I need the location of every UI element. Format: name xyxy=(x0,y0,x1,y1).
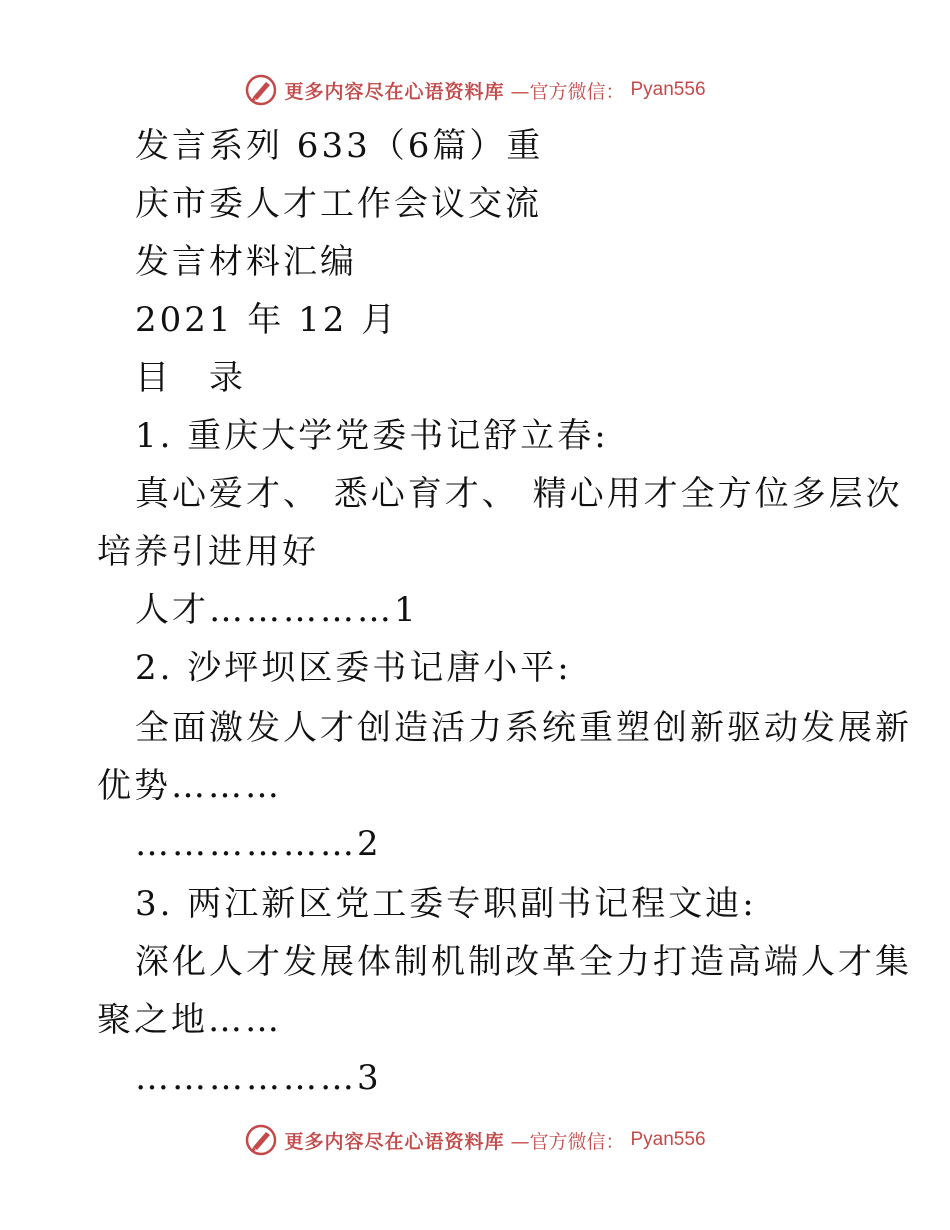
toc-item-2-title: 全面激发人才创造活力系统重塑创新驱动发展新 xyxy=(135,708,912,748)
toc-item-1-title: 真心爱才、 悉心育才、 精心用才全方位多层次 xyxy=(135,474,903,514)
toc-item-1-page: 人才……………1 xyxy=(135,590,419,630)
toc-item-1-speaker: 1. 重庆大学党委书记舒立春: xyxy=(135,416,609,456)
watermark-separator: —官方微信： xyxy=(510,1130,625,1153)
toc-item-3-title: 深化人才发展体制机制改革全力打造高端人才集 xyxy=(135,942,912,982)
toc-heading: 目 录 xyxy=(135,358,246,398)
watermark-text: 更多内容尽在心语资料库 xyxy=(284,80,505,103)
watermark-footer xyxy=(0,1120,950,1160)
toc-item-2-page: ………………2 xyxy=(135,824,382,864)
toc-item-3-title-cont: 聚之地…… xyxy=(97,1000,282,1040)
watermark-header xyxy=(0,70,950,110)
watermark-account: Pyan556 xyxy=(630,1129,706,1150)
title-line-3: 发言材料汇编 xyxy=(135,242,357,282)
toc-item-3-speaker: 3. 两江新区党工委专职副书记程文迪: xyxy=(135,884,757,924)
toc-item-1-title-cont: 培养引进用好 xyxy=(97,532,319,572)
pen-logo-icon xyxy=(244,1123,278,1157)
toc-item-2-speaker: 2. 沙坪坝区委书记唐小平: xyxy=(135,648,572,688)
title-line-1: 发言系列 633（6篇）重 xyxy=(135,126,544,166)
toc-item-3-page: ………………3 xyxy=(135,1058,382,1098)
toc-item-2-title-cont: 优势……… xyxy=(97,766,282,806)
date-line: 2021 年 12 月 xyxy=(135,300,399,340)
watermark-account: Pyan556 xyxy=(630,79,706,100)
title-line-2: 庆市委人才工作会议交流 xyxy=(135,184,542,224)
watermark-text: 更多内容尽在心语资料库 xyxy=(284,1130,505,1153)
watermark-separator: —官方微信： xyxy=(510,80,625,103)
pen-logo-icon xyxy=(244,73,278,107)
